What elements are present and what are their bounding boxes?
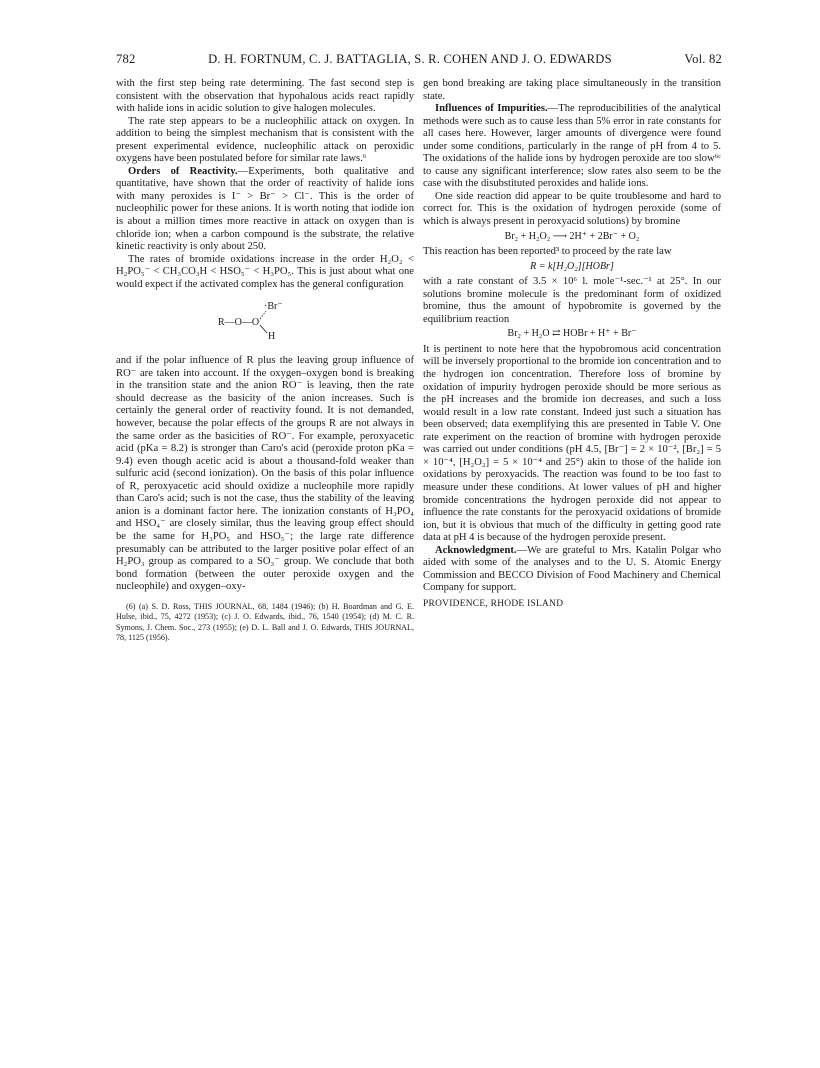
structure-bonds: [116, 297, 414, 349]
paragraph: with the first step being rate determining. The fast second step is consistent with the observation that hypohalous acids react rapidly with halide ions in acidic solution to give halogen molecules.: [116, 78, 414, 115]
activated-complex-structure: [116, 297, 414, 349]
section-paragraph-orders: [116, 166, 414, 254]
page-number: 782: [116, 52, 136, 66]
right-column: [423, 78, 721, 610]
footnotes: [116, 602, 414, 644]
running-header: [116, 52, 722, 67]
author-line: D. H. FORTNUM, C. J. BATTAGLIA, S. R. COHEN AND J. O. EDWARDS: [208, 52, 612, 66]
structure-backbone: R—O—O: [218, 317, 260, 329]
author-address: PROVIDENCE, RHODE ISLAND: [423, 598, 564, 609]
volume-label: Vol. 82: [684, 52, 722, 66]
paragraph: with a rate constant of 3.5 × 10⁶ l. mole⁻¹-sec.⁻¹ at 25°. In our solutions bromine molecule is the predominant form of oxidized bromine, thus the amount of hypobromite is governed by the equilibrium reaction: [423, 276, 721, 325]
section-heading: Orders of Reactivity.: [128, 165, 238, 177]
paragraph-text: —Experiments, both qualitative and quantitative, have shown that the order of reactivity of halide ions with many peroxides is I⁻ > Br⁻ > Cl⁻. This is the order of nucleophilic power for these anions. It is worth noting that iodide ion is about a million times more reactive in attack on oxygen than is chloride ion; when a carbon compound is the substrate, the relative kinetic reactivity is only about 250.: [116, 165, 415, 253]
left-column: [116, 78, 414, 643]
section-paragraph-impurities: [423, 103, 721, 191]
paragraph: The rates of bromide oxidations increase in the order H₂O₂ < H₂PO₅⁻ < CH₃CO₃H < HSO₅⁻ < H₃PO₅. This is just about what one would expect if the activated complex has the general configuration: [116, 253, 414, 290]
paragraph: One side reaction did appear to be quite troublesome and hard to correct for. This is the oxidation of hydrogen peroxide (some of which is always present in peroxyacid solutions) by bromine: [423, 190, 721, 228]
paragraph: It is pertinent to note here that the hypobromous acid concentration will be inversely proportional to the bromide ion concentration and to the hydrogen ion concentration. Therefore loss of bromine by oxidation of impurity hydrogen peroxide should be more serious as the pH increases and the bromide ion decreases, and such a loss would result in a low rate constant. Indeed just such a situation has been observed; data exemplifying this are presented in Table V. One rate experiment on the reaction of bromine with hydrogen peroxide was carried out under conditions (pH 4.5, [Br⁻] = 2 × 10⁻², [Br₂] = 5 × 10⁻⁴, [H₂O₂] = 5 × 10⁻⁴ and 25°) akin to those of the halide ion oxidations by peroxyacids. The reaction was found to be too fast to measure under these conditions. At lower values of pH and higher bromide concentrations the hydrogen peroxide did not appear to influence the rate constants for the peroxyacid oxidations of bromide ion, but it is obvious that much of the difficulty in getting good rate data at pH 4 is because of the hydrogen peroxide present.: [423, 343, 721, 544]
paragraph: and if the polar influence of R plus the leaving group influence of RO⁻ are taken into account. If the oxygen–oxygen bond is breaking in the transition state and the anion RO⁻ is leaving, then the rate should decrease as the basicity of the anion increases. Such is certainly the general order of reactivity found. It is not demanded, however, because the polar effects of the groups R are not always in the same order as the basicities of RO⁻. For example, peroxyacetic acid (pKa = 8.2) is stronger than Caro's acid (peroxide proton pKa = 9.4) even though acetic acid is about a thousand-fold weaker than sulfuric acid (second ionization). On the basis of this polar influence of R, peroxyacetic acid should oxidize a nucleophile more rapidly than Caro's acid; such is not the case, thus the stability of the leaving anion is a dominant factor here. The ionization constants of H₃PO₄ and HSO₄⁻ are closely similar, thus the leaving group effect should be the same for H₃PO₅ and HSO₅⁻; the large rate difference presumably can be attributed to the larger positive polar effect of an H₂PO₃ group as compared to a SO₃⁻ group. We conclude that both bond formation (between the outer peroxide oxygen and the nucleophile) and oxygen–oxy-: [116, 355, 414, 593]
equation-rate-law: R = k[H₂O₂][HOBr]: [530, 260, 614, 272]
paragraph-text: —We are grateful to Mrs. Katalin Polgar who aided with some of the analyses and to the U. S. Atomic Energy Commission and BECCO Division of Food Machinery and Chemical Company for support.: [423, 544, 721, 594]
paragraph: The rate step appears to be a nucleophilic attack on oxygen. In addition to being the simplest mechanism that is consistent with the present experimental evidence, nucleophilic attack on peroxidic oxygens have been postulated before for similar rate laws.⁶: [116, 115, 414, 165]
paragraph: gen bond breaking are taking place simultaneously in the transition state.: [423, 78, 721, 102]
structure-bromide: ·Br⁻: [264, 301, 283, 313]
footnote: (6) (a) S. D. Ross, THIS JOURNAL, 68, 1484 (1946); (b) H. Boardman and G. E. Hulse, ibid., 75, 4272 (1953); (c) J. O. Edwards, ibid., 76, 1540 (1954); (d) M. C. R. Symons, J. Chem. Soc., 273 (1955); (e) D. L. Ball and J. O. Edwards, THIS JOURNAL, 78, 1125 (1956).: [116, 601, 414, 642]
section-heading: Acknowledgment.: [435, 544, 517, 556]
equation-bromine-peroxide: Br₂ + H₂O₂ ⟶ 2H⁺ + 2Br⁻ + O₂: [504, 230, 640, 242]
section-heading: Influences of Impurities.: [435, 103, 548, 115]
section-paragraph-acknowledgment: [423, 545, 721, 595]
paragraph-text: —The reproducibilities of the analytical methods were such as to cause less than 5% error in rate constants for all cases here. However, larger amounts of divergence were found under some conditions, particularly in the range of pH from 4 to 5. The oxidations of the halide ions by hydrogen peroxide are too slow⁶ᶜ to cause any significant interference; slow rates also seem to be the case with the disubstituted peroxides and halide ions.: [423, 103, 721, 190]
structure-hydrogen: H: [268, 331, 276, 343]
equation-equilibrium: Br₂ + H₂O ⇄ HOBr + H⁺ + Br⁻: [507, 328, 637, 340]
paragraph: This reaction has been reported³ to proceed by the rate law: [423, 246, 672, 258]
